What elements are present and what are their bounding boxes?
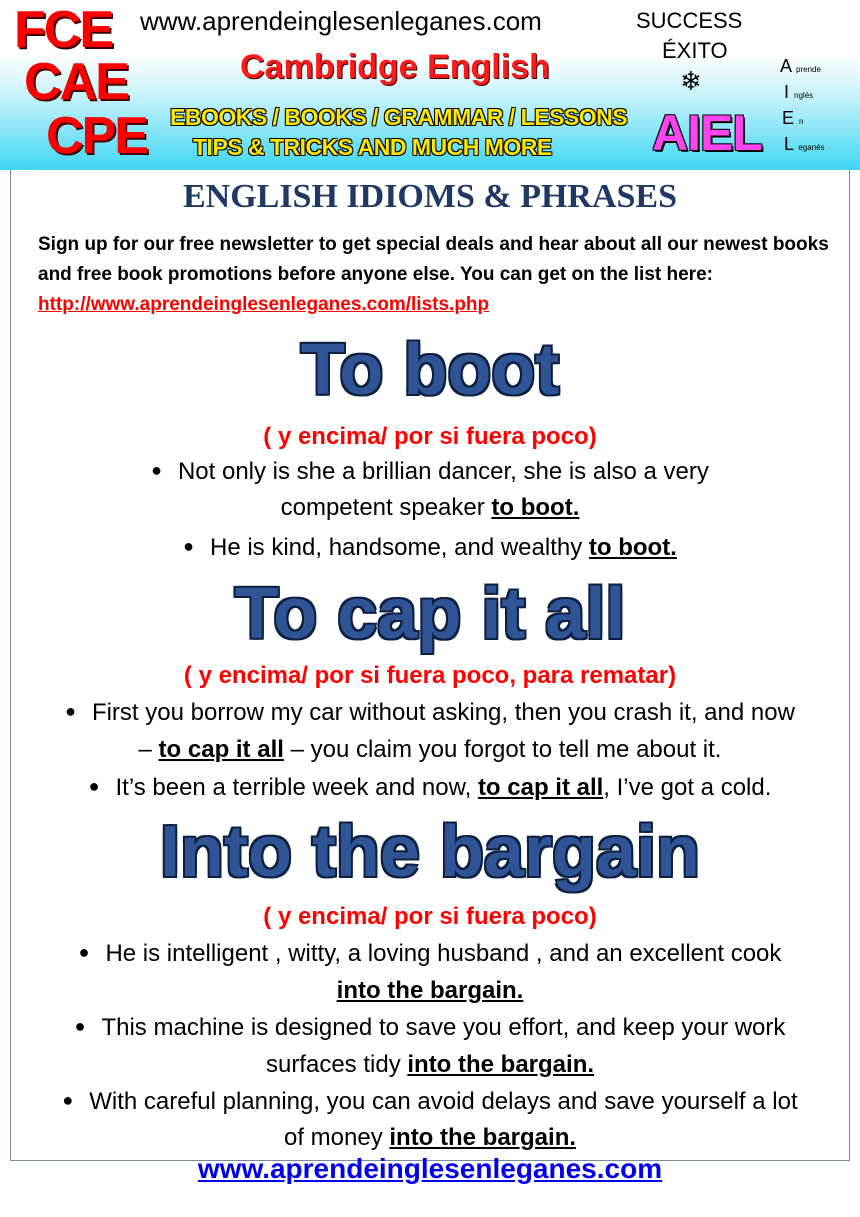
example-line: ● Not only is she a brillian dancer, she is also a very [151, 458, 709, 485]
exam-fce: FCE [14, 1, 112, 59]
idiom-translation-to-cap-it-all: ( y encima/ por si fuera poco, para rematar) [183, 662, 677, 689]
example-line: ● First you borrow my car without asking, then you crash it, and now [65, 699, 795, 726]
exam-cpe: CPE [46, 107, 147, 165]
newsletter-paragraph [38, 230, 838, 320]
page-title: ENGLISH IDIOMS & PHRASES [182, 178, 678, 215]
cambridge-english-title: Cambridge English [240, 48, 550, 86]
idiom-title-to-cap-it-all: To cap it all [234, 574, 626, 654]
idiom-highlight: to boot. [491, 494, 580, 521]
example-line: ● With careful planning, you can avoid delays and save yourself a lot [62, 1088, 798, 1115]
banner-website: www.aprendeinglesenleganes.com [140, 6, 542, 36]
idiom-highlight: into the bargain. [389, 1124, 577, 1151]
example-line: ● He is intelligent , witty, a loving husband , and an excellent cook [78, 940, 782, 967]
idiom-translation-to-boot: ( y encima/ por si fuera poco) [263, 423, 597, 450]
footer-website-link[interactable]: www.aprendeinglesenleganes.com [197, 1153, 663, 1184]
example-line: of money into the bargain. [283, 1124, 577, 1151]
aiel-logo: AIEL [652, 105, 762, 161]
idiom-highlight: into the bargain. [407, 1051, 595, 1078]
exam-cae: CAE [24, 53, 128, 111]
newsletter-link[interactable]: http://www.aprendeinglesenleganes.com/lists.php [38, 294, 490, 315]
success-label: SUCCESS [636, 8, 743, 33]
example-line: surfaces tidy into the bargain. [265, 1051, 595, 1078]
tagline-line2: TIPS & TRICKS AND MUCH MORE [193, 134, 552, 160]
example-line: – to cap it all – you claim you forgot to tell me about it. [138, 736, 722, 763]
idiom-highlight: into the bargain. [336, 977, 524, 1004]
example-line: ● This machine is designed to save you effort, and keep your work [74, 1014, 786, 1041]
newsletter-text: Sign up for our free newsletter to get special deals and hear about all our newest books and free book promotions before anyone else. You can get on the list here: [38, 234, 829, 285]
idiom-translation-into-the-bargain: ( y encima/ por si fuera poco) [263, 903, 597, 930]
idiom-highlight: to boot. [588, 534, 677, 561]
example-line: competent speaker to boot. [280, 494, 580, 521]
acronym-l: L eganés [784, 134, 825, 154]
exito-label: ÉXITO [662, 38, 728, 63]
acronym-e: E n [782, 108, 804, 128]
idiom-highlight: to cap it all [158, 736, 284, 763]
idiom-title-to-boot: To boot [300, 330, 560, 410]
acronym-i: I nglés [784, 82, 814, 102]
tagline-line1: EBOOKS / BOOKS / GRAMMAR / LESSONS [170, 104, 628, 130]
acronym-a: A prende [780, 56, 821, 76]
snowflake-icon: ❄ [680, 66, 702, 96]
example-line [0, 973, 860, 1009]
idiom-title-into-the-bargain: Into the bargain [160, 812, 700, 892]
idiom-highlight: to cap it all [477, 774, 604, 801]
example-line: ● It’s been a terrible week and now, to cap it all, I’ve got a cold. [88, 774, 772, 801]
example-line: ● He is kind, handsome, and wealthy to boot. [183, 534, 677, 561]
